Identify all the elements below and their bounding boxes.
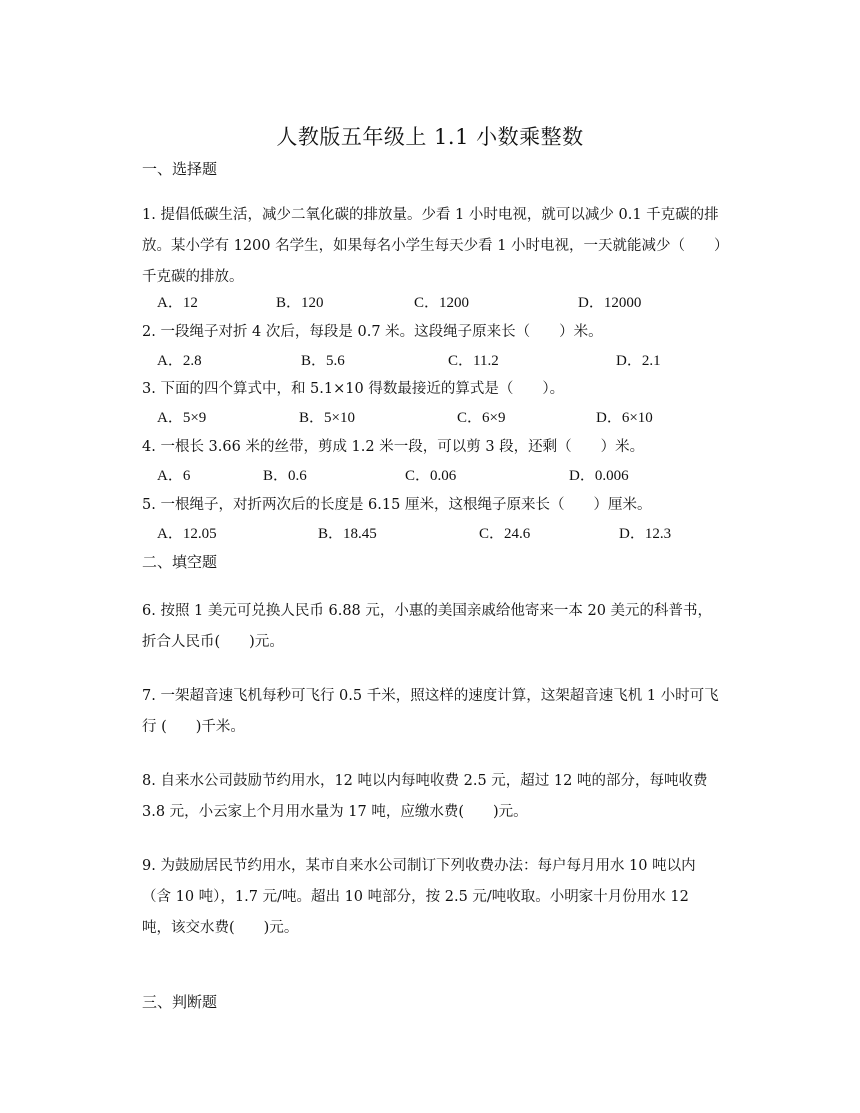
option-b: B．18.45 — [318, 526, 377, 542]
question-2: 2. 一段绳子对折 4 次后，每段是 0.7 米。这段绳子原来长（ ）米。 — [142, 324, 603, 340]
question-8: 8. 自来水公司鼓励节约用水，12 吨以内每吨收费 2.5 元，超过 12 吨的部分，每吨收费 3.8 元，小云家上个月用水量为 17 吨，应缴水费( )元。 — [142, 773, 708, 820]
option-b: B．5×10 — [299, 410, 355, 426]
option-c: C．24.6 — [479, 526, 531, 542]
option-c: C．11.2 — [448, 353, 499, 369]
question-4: 4. 一根长 3.66 米的丝带，剪成 1.2 米一段，可以剪 3 段，还剩（ ）米。 — [142, 439, 645, 455]
option-a: A．2.8 — [157, 353, 202, 369]
question-5-options — [142, 522, 722, 544]
option-d: D．2.1 — [616, 353, 661, 369]
question-9: 9. 为鼓励居民节约用水，某市自来水公司制订下列收费办法：每户每月用水 10 吨以内（含 10 吨），1.7 元/吨。超出 10 吨部分，按 2.5 元/吨收取。小明家十月份用水 12 吨，该交水费( )元。 — [142, 858, 696, 936]
question-2-options — [142, 349, 722, 371]
option-b: B．5.6 — [301, 353, 345, 369]
option-a: A．5×9 — [157, 410, 207, 426]
question-7: 7. 一架超音速飞机每秒可飞行 0.5 千米，照这样的速度计算，这架超音速飞机 1 小时可飞行 ( )千米。 — [142, 688, 719, 735]
option-a: A．12 — [157, 295, 198, 311]
page-title: 人教版五年级上 1.1 小数乘整数 — [276, 125, 584, 149]
option-d: D．6×10 — [596, 410, 653, 426]
option-d: D．0.006 — [569, 468, 629, 484]
question-3: 3. 下面的四个算式中，和 5.1×10 得数最接近的算式是（ ）。 — [142, 381, 565, 397]
question-3-options — [142, 406, 722, 428]
section-heading-choice: 一、选择题 — [142, 160, 218, 178]
question-5: 5. 一根绳子，对折两次后的长度是 6.15 厘米，这根绳子原来长（ ）厘米。 — [142, 497, 652, 513]
section-heading-fill: 二、填空题 — [142, 553, 218, 571]
question-6: 6. 按照 1 美元可兑换人民币 6.88 元，小惠的美国亲戚给他寄来一本 20 美元的科普书，折合人民币( )元。 — [142, 603, 713, 650]
option-a: A．12.05 — [157, 526, 217, 542]
option-b: B．0.6 — [263, 468, 307, 484]
option-c: C．0.06 — [405, 468, 457, 484]
option-c: C．6×9 — [457, 410, 506, 426]
question-1-options — [142, 291, 722, 313]
option-d: D．12000 — [578, 295, 642, 311]
option-a: A．6 — [157, 468, 191, 484]
option-c: C．1200 — [414, 295, 470, 311]
option-d: D．12.3 — [619, 526, 672, 542]
section-heading-judge: 三、判断题 — [142, 993, 218, 1011]
option-b: B．120 — [276, 295, 324, 311]
question-4-options — [142, 464, 722, 486]
question-1: 1. 提倡低碳生活，减少二氧化碳的排放量。少看 1 小时电视，就可以减少 0.1 千克碳的排放。某小学有 1200 名学生，如果每名小学生每天少看 1 小时电视，一天就能减少（ ）千克碳的排放。 — [142, 207, 722, 285]
